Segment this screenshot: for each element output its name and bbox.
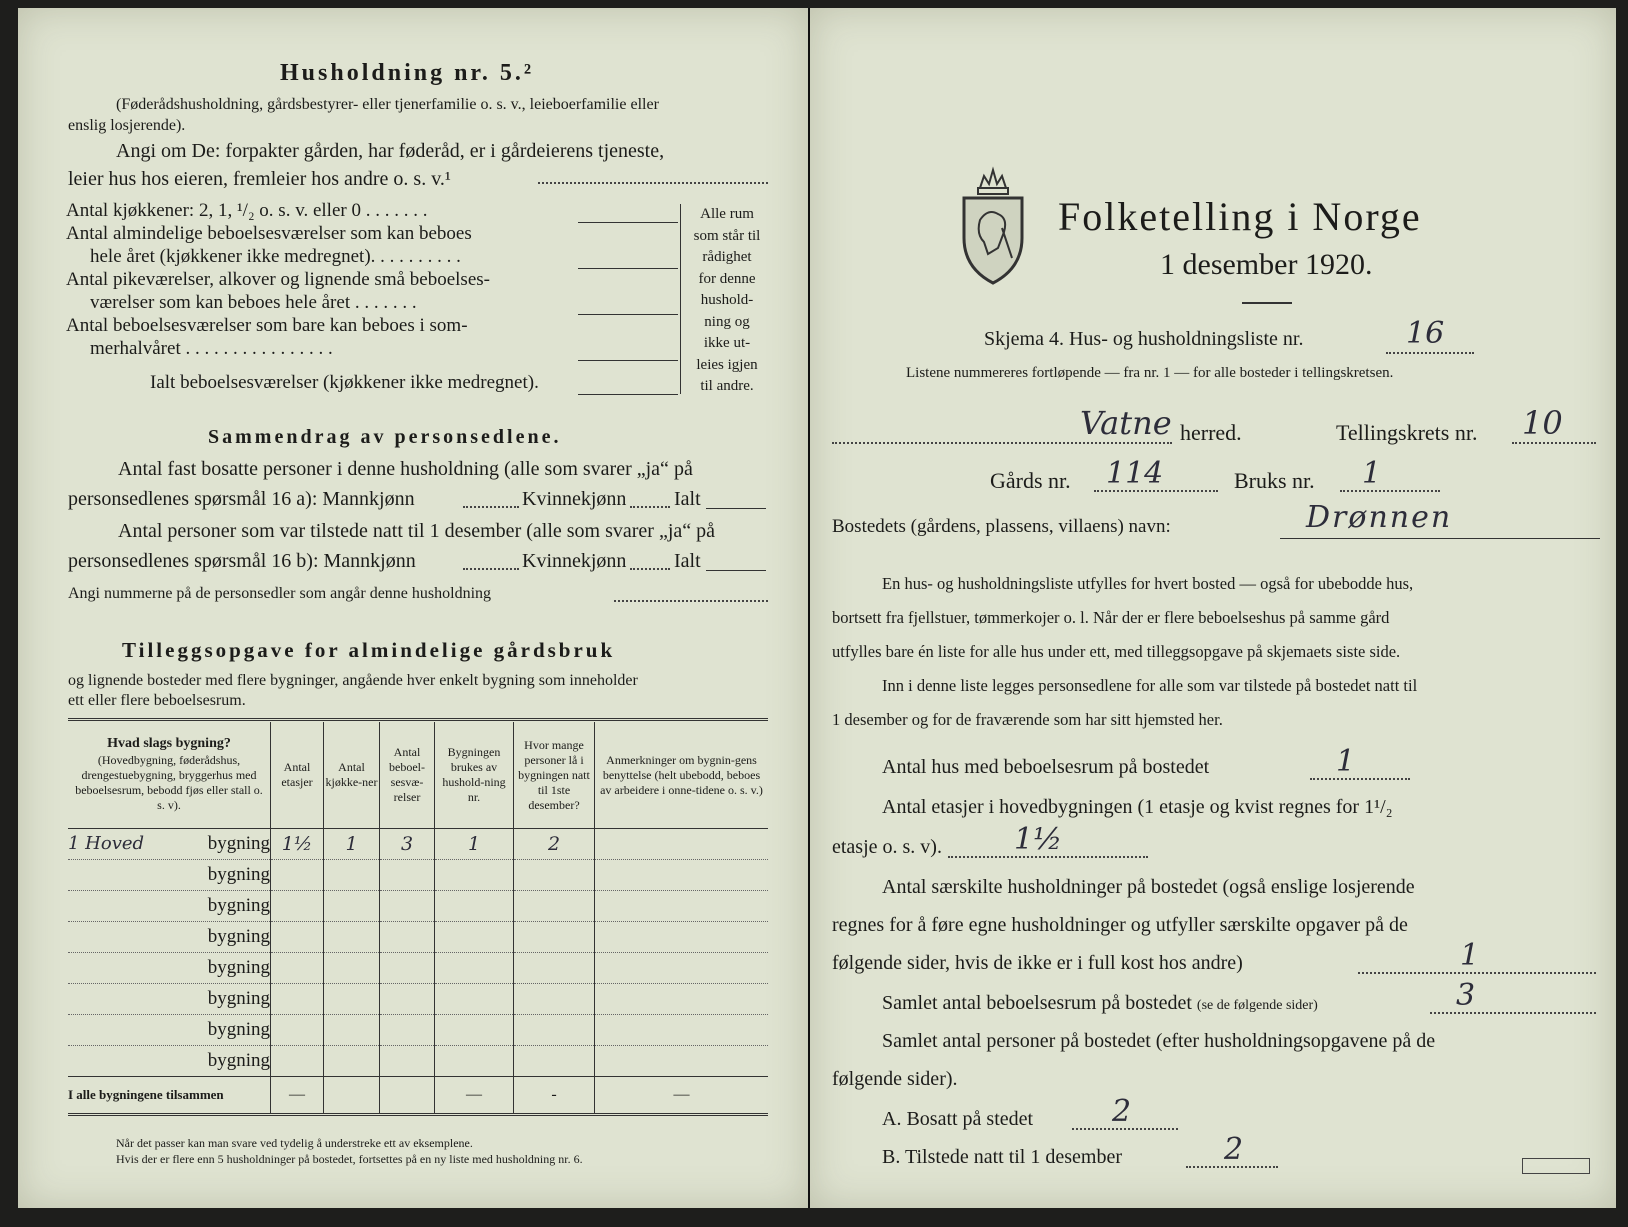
male-resident-field[interactable]: [463, 506, 519, 508]
floors-line-2: etasje o. s. v).: [832, 836, 942, 858]
building-type-cell[interactable]: [68, 829, 271, 860]
instructions-line-1: En hus- og husholdningsliste utfylles for hvert bosted — også for ubebodde hus,: [882, 574, 1414, 593]
question-answer-line[interactable]: [538, 182, 768, 184]
remarks-cell[interactable]: [595, 891, 769, 922]
supplement-intro-2: ett eller flere beboelsesrum.: [68, 692, 246, 709]
herred-field[interactable]: [832, 442, 1172, 444]
floors-cell[interactable]: [271, 891, 324, 922]
rooms-cell[interactable]: [380, 860, 435, 891]
table-total-row: [68, 1077, 768, 1115]
houses-field[interactable]: [1310, 778, 1410, 780]
total-household-cell[interactable]: —: [435, 1077, 514, 1115]
rooms-note-line: hushold-: [700, 292, 754, 308]
total-label: Ialt: [674, 488, 701, 510]
rooms-note-line: rådighet: [702, 249, 752, 265]
bosted-label: Bostedets (gårdens, plassens, villaens) navn:: [832, 516, 1171, 537]
header-rooms: Antal beboel-sesvæ-relser: [380, 722, 435, 829]
total-resident-field[interactable]: [706, 508, 766, 509]
female-label-2: Kvinnekjønn: [522, 550, 627, 572]
header-building-type: [68, 722, 271, 829]
header-building-type-title: Hvad slags bygning?: [107, 735, 231, 751]
summary-title: Sammendrag av personsedlene.: [208, 426, 562, 448]
footnote-2: Hvis der er flere enn 5 husholdninger på bostedet, fortsettes på en ny liste med husholdning nr. 6.: [116, 1152, 583, 1166]
question-line-1: Angi om De: forpakter gården, har føderåd, er i gårdeierens tjeneste,: [116, 140, 665, 162]
total-rooms-label: Ialt beboelsesværelser (kjøkkener ikke medregnet).: [150, 372, 539, 393]
total-persons-line-2: følgende sider).: [832, 1068, 958, 1090]
herred-value: Vatne: [1080, 404, 1172, 442]
summer-rooms-answer-line[interactable]: [578, 360, 678, 361]
households-line-3: følgende sider, hvis de ikke er i full kost hos andre): [832, 952, 1243, 974]
total-remarks-cell[interactable]: —: [595, 1077, 769, 1115]
kitchens-cell[interactable]: [324, 891, 380, 922]
persons-cell[interactable]: [514, 860, 595, 891]
floors-cell[interactable]: [271, 1015, 324, 1046]
total-kitchens-cell[interactable]: [324, 1077, 380, 1115]
summary-line-1: Antal fast bosatte personer i denne husholdning (alle som svarer „ja“ på: [118, 458, 693, 480]
schema-field[interactable]: [1386, 352, 1474, 354]
household-cell[interactable]: 1: [435, 829, 514, 860]
bruks-value: 1: [1362, 456, 1382, 491]
total-persons-line-1: Samlet antal personer på bostedet (efter husholdningsopgavene på de: [882, 1030, 1436, 1052]
krets-label: Tellingskrets nr.: [1336, 420, 1478, 445]
printer-stamp: [1522, 1158, 1590, 1174]
total-rooms-field[interactable]: [1430, 1012, 1596, 1014]
households-line-1: Antal særskilte husholdninger på bostedet (også enslige losjerende: [882, 876, 1415, 898]
rooms-cell[interactable]: [380, 1046, 435, 1077]
total-rooms-answer-line[interactable]: [578, 394, 678, 395]
total-rooms-text: Samlet antal beboelsesrum på bostedet: [882, 992, 1192, 1014]
total-present-field[interactable]: [706, 570, 766, 571]
household-title: Husholdning nr. 5.²: [280, 60, 535, 86]
rooms-cell[interactable]: [380, 953, 435, 984]
rooms-line-7: merhalvåret . . . . . . . . . . . . . . . .: [90, 338, 333, 359]
krets-field[interactable]: [1512, 442, 1596, 444]
floors-cell[interactable]: [271, 953, 324, 984]
houses-value: 1: [1336, 744, 1356, 779]
rooms-note-line: for denne: [698, 270, 756, 287]
footnote-1: Når det passer kan man svare ved tydelig å understreke ett av eksemplene.: [116, 1136, 473, 1150]
remarks-cell[interactable]: [595, 1015, 769, 1046]
present-value: 2: [1224, 1132, 1244, 1167]
total-rooms-label-right: [882, 992, 1318, 1015]
persons-cell[interactable]: 2: [514, 829, 595, 860]
female-present-field[interactable]: [630, 568, 670, 570]
building-type-cell[interactable]: bygning: [68, 891, 271, 922]
rooms-answer-line[interactable]: [578, 268, 678, 269]
rooms-line-5: værelser som kan beboes hele året . . . . . . .: [90, 292, 417, 313]
building-type-cell[interactable]: bygning: [68, 984, 271, 1015]
total-persons-cell[interactable]: -: [514, 1077, 595, 1115]
total-label-cell: I alle bygningene tilsammen: [68, 1087, 224, 1102]
houses-label: Antal hus med beboelsesrum på bostedet: [882, 756, 1210, 778]
persons-cell[interactable]: [514, 1046, 595, 1077]
floors-cell[interactable]: [271, 922, 324, 953]
remarks-cell[interactable]: [595, 829, 769, 860]
remarks-cell[interactable]: [595, 984, 769, 1015]
rooms-line-2: Antal almindelige beboelsesværelser som kan beboes: [66, 223, 472, 244]
form-title: Folketelling i Norge: [1058, 194, 1422, 239]
female-resident-field[interactable]: [630, 506, 670, 508]
rooms-note-line: som står til: [693, 227, 761, 244]
remarks-cell[interactable]: [595, 953, 769, 984]
row-word: bygning: [207, 833, 270, 854]
rooms-note-line: ning og: [704, 313, 750, 330]
persons-cell[interactable]: [514, 984, 595, 1015]
rooms-line-4: Antal pikeværelser, alkover og lignende små beboelses-: [66, 269, 490, 290]
kitchens-cell[interactable]: [324, 860, 380, 891]
krets-value: 10: [1522, 404, 1563, 442]
schema-value: 16: [1406, 316, 1445, 351]
instructions-line-3: utfylles bare én liste for alle hus under ett, med tilleggsopgave på skjemaets siste side.: [832, 642, 1401, 661]
table-row: [68, 953, 768, 984]
total-rooms-note: (se de følgende sider): [1196, 998, 1318, 1013]
question-line-2: leier hus hos eieren, fremleier hos andre o. s. v.¹: [68, 168, 451, 190]
floors-cell[interactable]: [271, 1046, 324, 1077]
rooms-note-line: Alle rum: [700, 206, 754, 222]
table-top-rule: [68, 718, 768, 721]
kitchens-cell[interactable]: 1: [324, 829, 380, 860]
floors-cell[interactable]: [271, 860, 324, 891]
households-line-2: regnes for å føre egne husholdninger og utfyller særskilte opgaver på de: [832, 914, 1408, 936]
right-page: [810, 8, 1616, 1208]
small-rooms-answer-line[interactable]: [578, 314, 678, 315]
intro-line-2: enslig losjerende).: [68, 117, 186, 134]
floors-cell[interactable]: [271, 984, 324, 1015]
herred-label: herred.: [1180, 420, 1242, 445]
household-cell[interactable]: [435, 1046, 514, 1077]
building-type-cell[interactable]: bygning: [68, 922, 271, 953]
floors-line-1: Antal etasjer i hovedbygningen (1 etasje og kvist regnes for 1¹/₂: [882, 796, 1393, 818]
bosted-value: Drønnen: [1306, 500, 1453, 535]
kitchens-cell[interactable]: [324, 1046, 380, 1077]
summary-line-3: Antal personer som var tilstede natt til 1 desember (alle som svarer „ja“ på: [118, 520, 716, 542]
instructions-line-5: 1 desember og for de fraværende som har sitt hjemsted her.: [832, 710, 1223, 729]
building-type-cell[interactable]: bygning: [68, 1015, 271, 1046]
supplement-intro-1: og lignende bosteder med flere bygninger, angående hver enkelt bygning som inneholder: [68, 672, 638, 689]
table-row: [68, 860, 768, 891]
remarks-cell[interactable]: [595, 922, 769, 953]
table-row: [68, 829, 768, 860]
rooms-cell[interactable]: [380, 922, 435, 953]
household-cell[interactable]: [435, 984, 514, 1015]
rooms-note-line: leies igjen: [696, 356, 758, 373]
rooms-line-3: hele året (kjøkkener ikke medregnet). . . . . . . . . .: [90, 246, 461, 267]
building-type-cell[interactable]: bygning: [68, 860, 271, 891]
title-rule: [1242, 302, 1292, 304]
resident-label: A. Bosatt på stedet: [882, 1108, 1034, 1130]
intro-line-1: (Føderådshusholdning, gårdsbestyrer- eller tjenerfamilie o. s. v., leieboerfamilie eller: [116, 96, 659, 113]
table-row: [68, 984, 768, 1015]
building-type-value: 1 Hoved: [68, 833, 145, 854]
bosted-field[interactable]: [1280, 538, 1600, 539]
header-remarks: Anmerkninger om bygnin-gens benyttelse (helt ubebodd, beboes av arbeidere i onne-tidene o. s. v.): [595, 722, 769, 829]
kitchen-answer-line[interactable]: [578, 222, 678, 223]
household-cell[interactable]: [435, 922, 514, 953]
total-floors-cell[interactable]: —: [271, 1077, 324, 1115]
table-row: [68, 1015, 768, 1046]
person-numbers-field[interactable]: [614, 600, 768, 602]
buildings-table: [68, 722, 768, 1116]
rooms-cell[interactable]: [380, 984, 435, 1015]
bruks-field[interactable]: [1340, 490, 1440, 492]
summary-line-2: personsedlenes spørsmål 16 a): Mannkjønn: [68, 488, 415, 510]
table-row: [68, 1046, 768, 1077]
kitchens-cell[interactable]: [324, 922, 380, 953]
household-cell[interactable]: [435, 891, 514, 922]
household-cell[interactable]: [435, 1015, 514, 1046]
rooms-line-1: Antal kjøkkener: 2, 1, ¹/₂ o. s. v. eller 0 . . . . . . .: [66, 200, 428, 221]
rooms-note-line: til andre.: [700, 378, 754, 394]
gards-label: Gårds nr.: [990, 468, 1071, 493]
persons-cell[interactable]: [514, 891, 595, 922]
building-type-cell[interactable]: bygning: [68, 953, 271, 984]
remarks-cell[interactable]: [595, 1046, 769, 1077]
household-cell[interactable]: [435, 953, 514, 984]
header-floors: Antal etasjer: [271, 722, 324, 829]
resident-value: 2: [1112, 1094, 1132, 1129]
numbering-note: Listene nummereres fortløpende — fra nr. 1 — for alle bosteder i tellingskretsen.: [906, 365, 1394, 381]
total-label-2: Ialt: [674, 550, 701, 572]
rooms-line-6: Antal beboelsesværelser som bare kan beboes i som-: [66, 315, 468, 336]
kitchens-cell[interactable]: [324, 1015, 380, 1046]
schema-label: Skjema 4. Hus- og husholdningsliste nr.: [984, 328, 1304, 350]
households-value: 1: [1460, 938, 1480, 973]
header-kitchens: Antal kjøkke-ner: [324, 722, 380, 829]
summary-line-5: Angi nummerne på de personsedler som angår denne husholdning: [68, 585, 492, 602]
remarks-cell[interactable]: [595, 860, 769, 891]
coat-of-arms-icon: [958, 158, 1028, 288]
rooms-cell[interactable]: [380, 891, 435, 922]
persons-cell[interactable]: [514, 953, 595, 984]
kitchens-cell[interactable]: [324, 984, 380, 1015]
persons-cell[interactable]: [514, 922, 595, 953]
persons-cell[interactable]: [514, 1015, 595, 1046]
header-persons: Hvor mange personer lå i bygningen natt til 1ste desember?: [514, 722, 595, 829]
form-date: 1 desember 1920.: [1160, 248, 1373, 281]
rooms-cell[interactable]: 3: [380, 829, 435, 860]
rooms-note: [686, 204, 768, 398]
table-header-row: [68, 722, 768, 829]
kitchens-cell[interactable]: [324, 953, 380, 984]
instructions-line-2: bortsett fra fjellstuer, tømmerkojer o. l. Når der er flere beboelseshus på samme gård: [832, 608, 1390, 627]
gards-value: 114: [1106, 456, 1164, 491]
table-row: [68, 891, 768, 922]
supplement-title: Tilleggsopgave for almindelige gårdsbruk: [122, 638, 616, 662]
rooms-cell[interactable]: [380, 1015, 435, 1046]
male-present-field[interactable]: [463, 568, 519, 570]
floors-value: 1½: [1014, 822, 1063, 857]
instructions-line-4: Inn i denne liste legges personsedlene for alle som var tilstede på bostedet natt til: [882, 676, 1418, 695]
rooms-note-line: ikke ut-: [703, 335, 751, 351]
total-rooms-cell[interactable]: [380, 1077, 435, 1115]
household-cell[interactable]: [435, 860, 514, 891]
building-type-cell[interactable]: bygning: [68, 1046, 271, 1077]
table-row: [68, 922, 768, 953]
present-label: B. Tilstede natt til 1 desember: [882, 1146, 1122, 1168]
header-household-nr: Bygningen brukes av hushold-ning nr.: [435, 722, 514, 829]
bruks-label: Bruks nr.: [1234, 468, 1315, 493]
left-page: [18, 8, 808, 1208]
female-label: Kvinnekjønn: [522, 488, 627, 510]
total-rooms-value: 3: [1456, 978, 1476, 1013]
summary-line-4: personsedlenes spørsmål 16 b): Mannkjønn: [68, 550, 416, 572]
header-building-type-desc: (Hovedbygning, føderådshus, drengestuebygning, bryggerhus med beboelsesrum, bebodd fjøs eller stall o. s. v).: [75, 752, 263, 812]
floors-cell[interactable]: 1½: [271, 829, 324, 860]
